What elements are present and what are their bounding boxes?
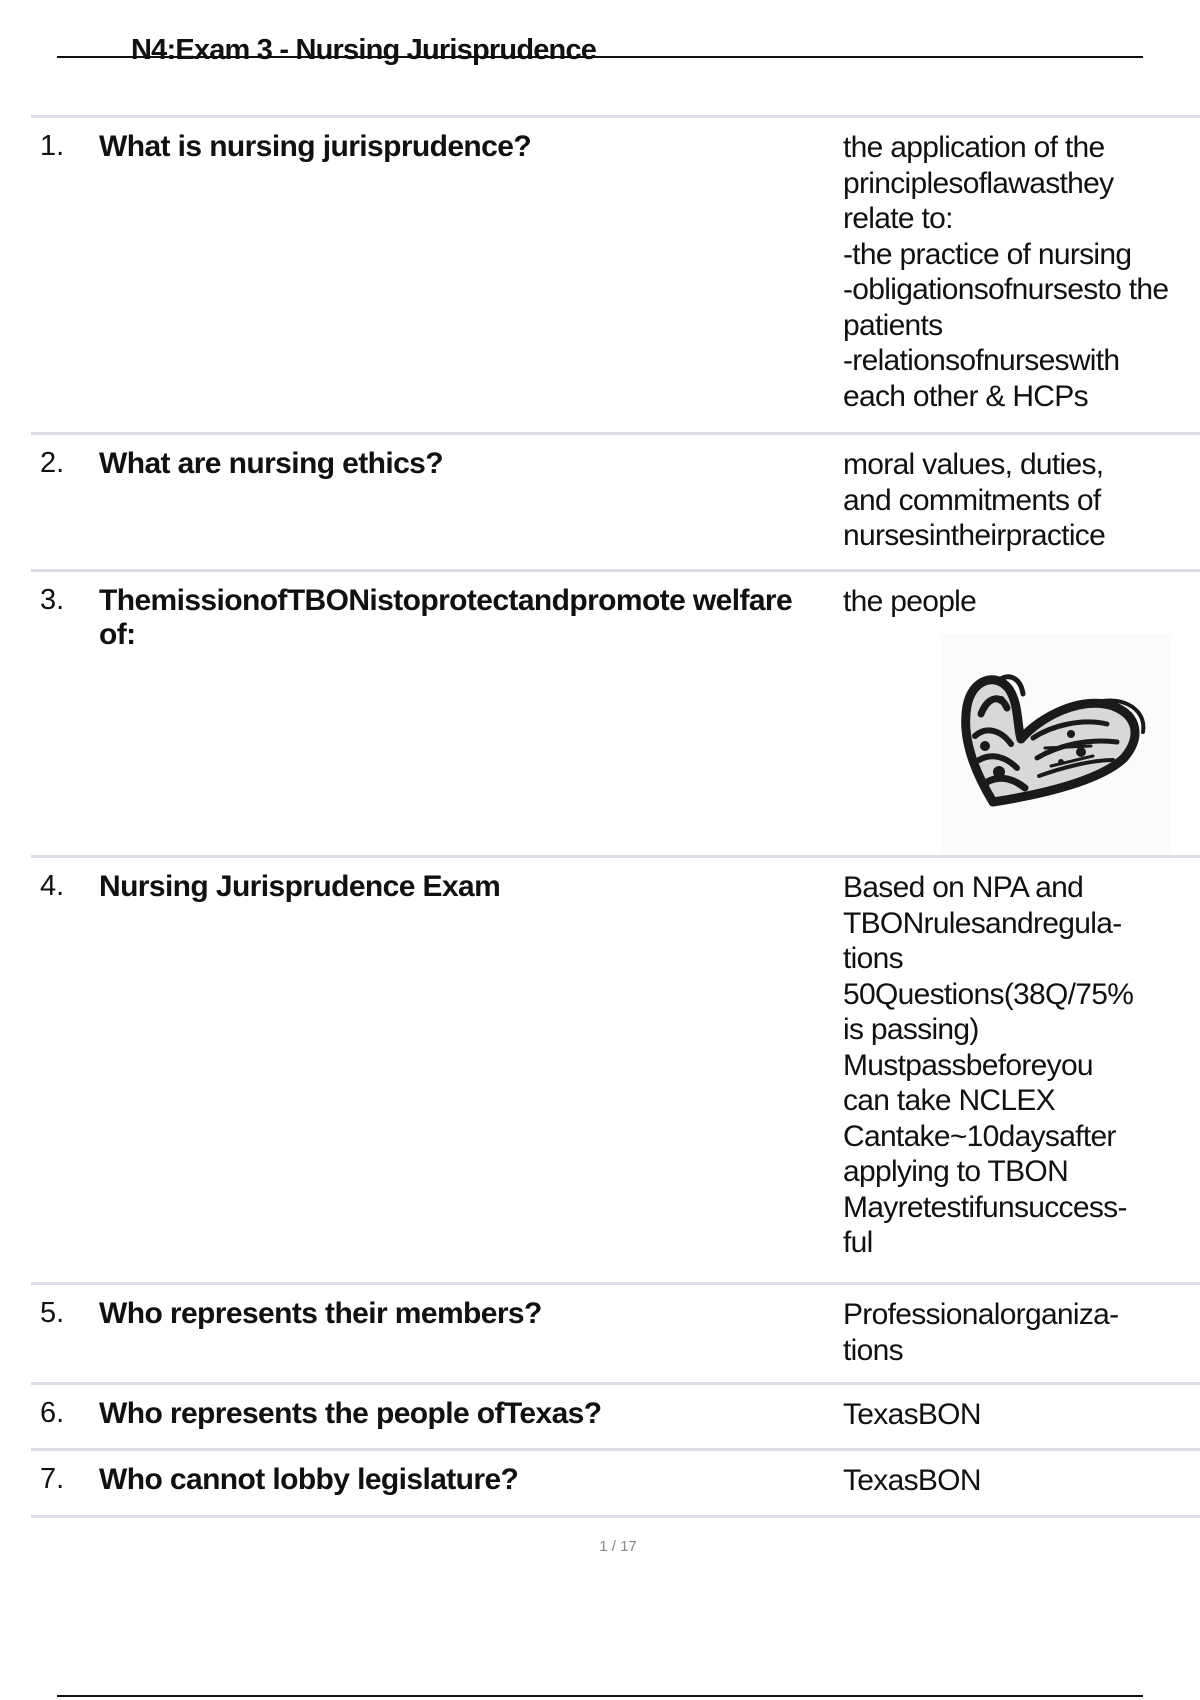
qa-row bbox=[31, 1282, 1200, 1385]
item-number: 2. bbox=[40, 447, 65, 479]
item-number: 4. bbox=[40, 870, 65, 902]
qa-row bbox=[31, 115, 1200, 435]
item-number: 5. bbox=[40, 1297, 65, 1329]
qa-row bbox=[31, 569, 1200, 858]
heart-drawing bbox=[941, 634, 1171, 854]
item-number: 7. bbox=[40, 1463, 65, 1495]
footer-rule bbox=[57, 1695, 1143, 1697]
page-counter: 1 / 17 bbox=[599, 1538, 637, 1555]
question-text: What are nursing ethics? bbox=[99, 447, 443, 480]
answer-text: moral values, duties, and commitments of nursesintheirpractice bbox=[843, 448, 1106, 552]
document-title: N4:Exam 3 - Nursing Jurisprudence bbox=[131, 34, 597, 66]
question-text: Nursing Jurisprudence Exam bbox=[99, 870, 501, 903]
answer-text: Professionalorganiza- tions bbox=[843, 1298, 1119, 1367]
item-number: 3. bbox=[40, 584, 65, 616]
question-text: ThemissionofTBONistoprotectandpromote welfare of: bbox=[99, 584, 793, 651]
question-text: Who represents the people ofTexas? bbox=[99, 1397, 602, 1430]
item-number: 1. bbox=[40, 130, 65, 162]
qa-row bbox=[31, 432, 1200, 572]
qa-row bbox=[31, 1382, 1200, 1451]
answer-text: TexasBON bbox=[843, 1398, 981, 1431]
answer-text: the application of the principlesoflawasthey relate to: -the practice of nursing -obligationsofnursesto the patients -relationsofnurseswith each other & HCPs bbox=[843, 131, 1169, 413]
question-text: Who cannot lobby legislature? bbox=[99, 1463, 519, 1496]
qa-row bbox=[31, 1448, 1200, 1518]
qa-row bbox=[31, 855, 1200, 1285]
question-text: What is nursing jurisprudence? bbox=[99, 130, 532, 163]
answer-text: the people bbox=[843, 585, 977, 618]
answer-text: Based on NPA and TBONrulesandregula- tions 50Questions(38Q/75% is passing) Mustpassbeforeyou can take NCLEX Cantake~10daysafter applying to TBON Mayretestifunsuccess- ful bbox=[843, 871, 1134, 1259]
answer-text: TexasBON bbox=[843, 1464, 981, 1497]
question-text: Who represents their members? bbox=[99, 1297, 542, 1330]
item-number: 6. bbox=[40, 1397, 65, 1429]
